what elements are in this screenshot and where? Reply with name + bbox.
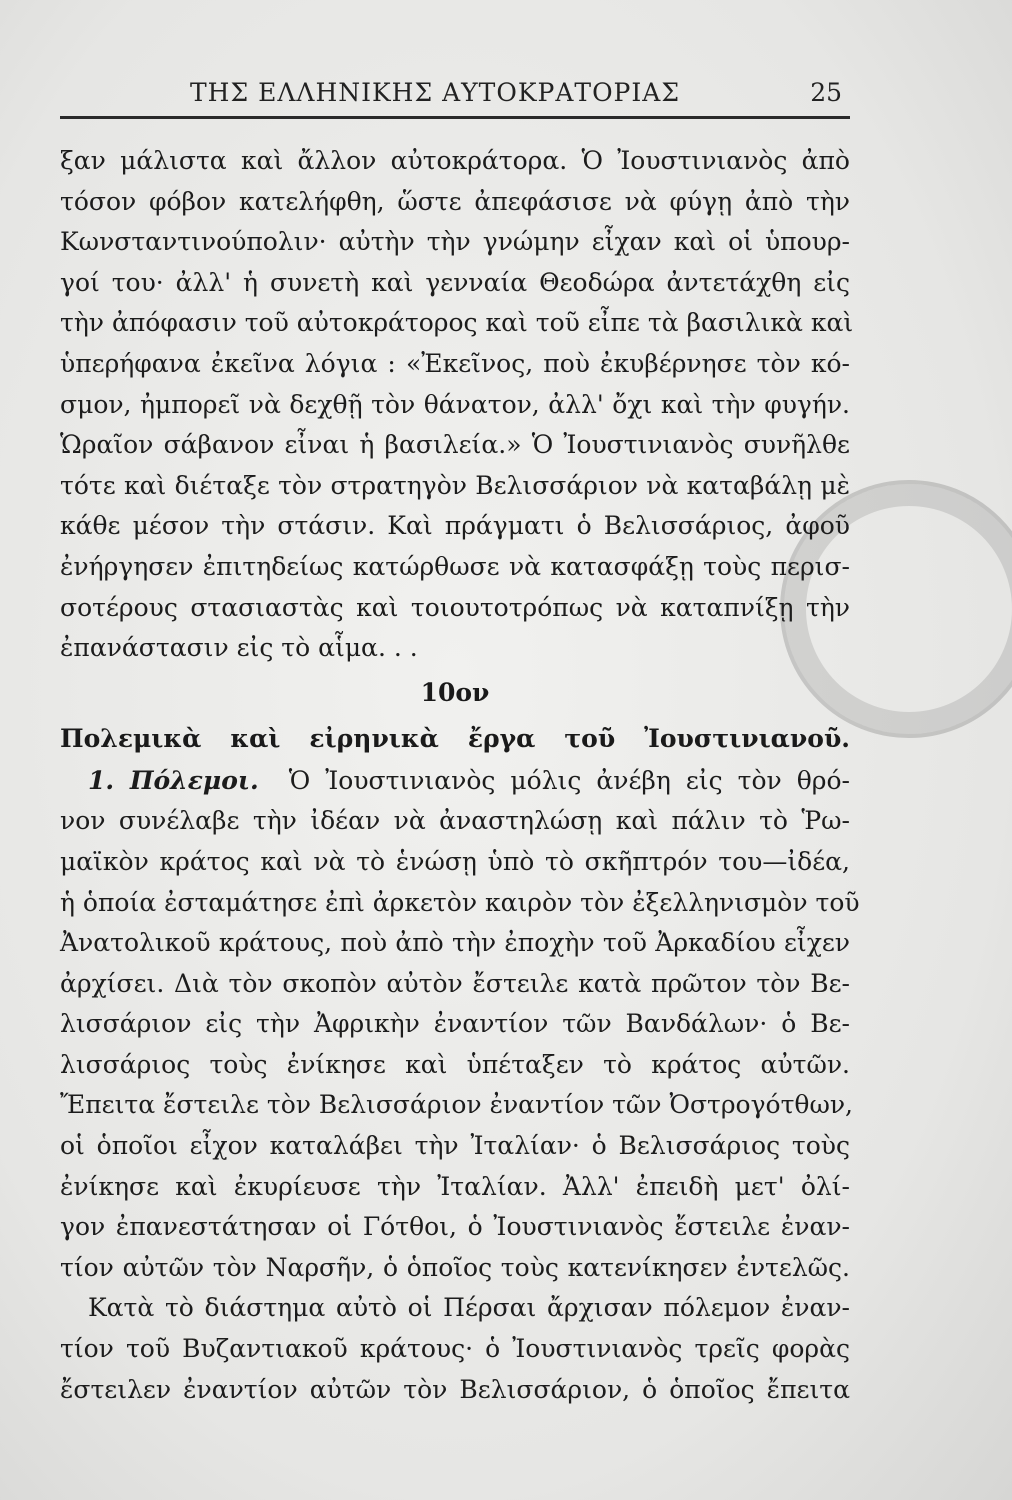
section-title: Πολεμικὰ καὶ εἰρηνικὰ ἔργα τοῦ Ἰουστινιανοῦ. [60, 723, 850, 753]
text-line: οἱ ὁποῖοι εἶχον καταλάβει τὴν Ἰταλίαν· ὁ Βελισσάριος τοὺς [60, 1131, 850, 1161]
text-line: σμον, ἠμπορεῖ νὰ δεχθῇ τὸν θάνατον, ἀλλ' ὄχι καὶ τὴν φυγήν. [60, 389, 850, 419]
text-line: Ὡραῖον σάβανον εἶναι ἡ βασιλεία.» Ὁ Ἰουστινιανὸς συνῆλθε [60, 430, 850, 460]
text-line: γοί του· ἀλλ' ἡ συνετὴ καὶ γενναία Θεοδώρα ἀντετάχθη εἰς [60, 267, 850, 297]
text-line: σοτέρους στασιαστὰς καὶ τοιουτοτρόπως νὰ καταπνίξῃ τὴν [60, 592, 850, 622]
text-line: Ἔπειτα ἔστειλε τὸν Βελισσάριον ἐναντίον τῶν Ὀστρογότθων, [60, 1090, 853, 1120]
paragraph-3 [60, 1288, 850, 1410]
text-line: ἐνίκησε καὶ ἐκυρίευσε τὴν Ἰταλίαν. Ἀλλ' ἐπειδὴ μετ' ὀλί- [60, 1171, 850, 1201]
text-line: τίον τοῦ Βυζαντιακοῦ κράτους· ὁ Ἰουστινιανὸς τρεῖς φορὰς [60, 1334, 850, 1364]
running-title: ΤΗΣ ΕΛΛΗΝΙΚΗΣ ΑΥΤΟΚΡΑΤΟΡΙΑΣ [190, 78, 680, 107]
text-line: Κατὰ τὸ διάστημα αὐτὸ οἱ Πέρσαι ἄρχισαν πόλεμον ἐναν- [88, 1293, 850, 1323]
text-line: Ἀνατολικοῦ κράτους, ποὺ ἀπὸ τὴν ἐποχὴν τοῦ Ἀρκαδίου εἶχεν [60, 928, 850, 958]
section-number: 10ον [420, 677, 490, 707]
text-line: τόσον φόβον κατελήφθη, ὥστε ἀπεφάσισε νὰ φύγῃ ἀπὸ τὴν [60, 186, 850, 216]
text-line: τὴν ἀπόφασιν τοῦ αὐτοκράτορος καὶ τοῦ εἶπε τὰ βασιλικὰ καὶ [60, 308, 854, 338]
paragraph-1 [60, 141, 854, 669]
text-line: Κωνσταντινούπολιν· αὐτὴν τὴν γνώμην εἶχαν καὶ οἱ ὑπουρ- [60, 227, 850, 257]
text-line: ἀρχίσει. Διὰ τὸν σκοπὸν αὐτὸν ἔστειλε κατὰ πρῶτον τὸν Βε- [60, 968, 850, 998]
text-line: ξαν μάλιστα καὶ ἄλλον αὐτοκράτορα. Ὁ Ἰουστινιανὸς ἀπὸ [60, 146, 850, 175]
text-line: ἐνήργησεν ἐπιτηδείως κατώρθωσε νὰ κατασφάξῃ τοὺς περισ- [60, 551, 850, 581]
text-line [60, 761, 850, 802]
text-line: μαϊκὸν κράτος καὶ νὰ τὸ ἑνώσῃ ὑπὸ τὸ σκῆπτρόν του—ἰδέα, [60, 846, 850, 876]
text-line: ἡ ὁποία ἐσταμάτησε ἐπὶ ἀρκετὸν καιρὸν τὸν ἐξελληνισμὸν τοῦ [60, 887, 860, 917]
paragraph-2 [60, 761, 860, 1289]
text-line-rest: Ὁ Ἰουστινιανὸς μόλις ἀνέβη εἰς τὸν θρό- [288, 765, 850, 795]
text-line: τίον αὐτῶν τὸν Ναρσῆν, ὁ ὁποῖος τοὺς κατενίκησεν ἐντελῶς. [60, 1252, 850, 1282]
text-line: νον συνέλαβε τὴν ἰδέαν νὰ ἀναστηλώσῃ καὶ πάλιν τὸ Ῥω- [60, 806, 850, 836]
subsection-lead: 1. Πόλεμοι. [88, 765, 259, 795]
text-line: γον ἐπανεστάτησαν οἱ Γότθοι, ὁ Ἰουστινιανὸς ἔστειλε ἐναν- [60, 1212, 850, 1242]
text-line: λισσάριος τοὺς ἐνίκησε καὶ ὑπέταξεν τὸ κράτος αὐτῶν. [60, 1049, 850, 1079]
page-number: 25 [810, 78, 842, 107]
text-line: ἔστειλεν ἐναντίον αὐτῶν τὸν Βελισσάριον, ὁ ὁποῖος ἔπειτα [60, 1374, 850, 1404]
text-line: ὑπερήφανα ἐκεῖνα λόγια : «Ἐκεῖνος, ποὺ ἐκυβέρνησε τὸν κό- [60, 348, 850, 378]
text-line: τότε καὶ διέταξε τὸν στρατηγὸν Βελισσάριον νὰ καταβάλῃ μὲ [60, 470, 850, 500]
body-text [60, 141, 860, 1410]
text-line: κάθε μέσον τὴν στάσιν. Καὶ πράγματι ὁ Βελισσάριος, ἀφοῦ [60, 511, 850, 541]
text-line: λισσάριον εἰς τὴν Ἀφρικὴν ἐναντίον τῶν Βανδάλων· ὁ Βε- [60, 1009, 850, 1039]
page-header [60, 72, 850, 119]
text-line: ἐπανάστασιν εἰς τὸ αἷμα. . . [60, 633, 418, 663]
